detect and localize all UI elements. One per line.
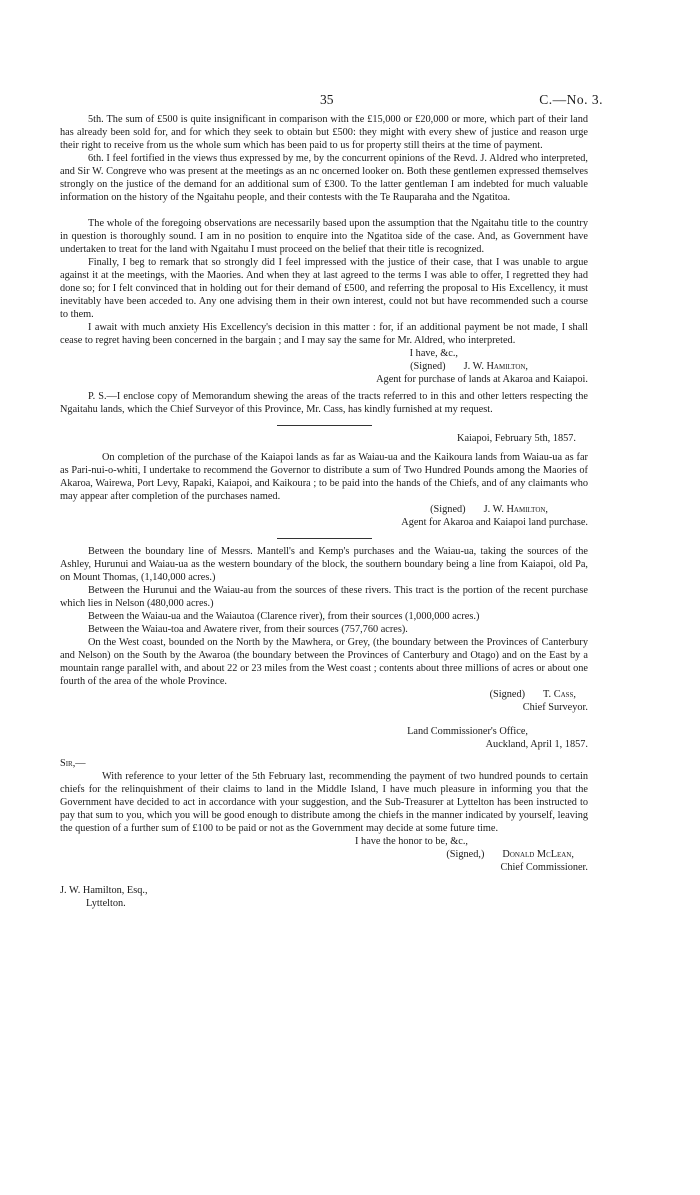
commissioner-name: Donald McLean,	[502, 849, 574, 860]
section-divider	[277, 425, 372, 426]
signature-line	[60, 360, 588, 373]
memo-body: On completion of the purchase of the Kaiapoi lands as far as Waiau-ua and the Kaikoura lands from Waiau-ua as far as Pari-nui-o-whiti, I undertake to recommend the Governor to distribute a sum of Two Hundred Pounds among the Maories of Akaroa, Wairewa, Port Levy, Rapaki, Kaiapoi, and Kaikoura ; to be paid into the hands of the Chiefs, and of any claimants who may appear after completion of the purchases named.	[60, 452, 588, 502]
paragraph-fifth-point: 5th. The sum of £500 is quite insignificant in comparison with the £15,000 or £20,000 or more, which part of their land has already been sold for, and for which they seek to obtain but £500: they might with every shew of justice and reason urge their right to receive from us the whole sum which has been paid to us for property still theirs at the time of payment.	[60, 114, 588, 151]
salutation: Sir,—	[60, 758, 86, 769]
area-paragraph-4: Between the Waiau-toa and Awatere river, from their sources (757,760 acres).	[88, 624, 408, 635]
memo-signer-title: Agent for Akaroa and Kaiapoi land purchase.	[401, 517, 588, 528]
paragraph-title-assumption: The whole of the foregoing observations are necessarily based upon the assumption that the Ngaitahu title to the country in question is thoroughly sound. I am in no position to enquire into the Ngatitoa side of the case. And, as Government have undertaken to treat for the land with Ngaitahu I must proceed on the belief that their title is recognized.	[60, 218, 588, 255]
page-number: 35	[320, 92, 334, 107]
section-divider-2	[277, 538, 372, 539]
surveyor-signature-line	[60, 688, 588, 701]
signer-title: Agent for purchase of lands at Akaroa and Kaiapoi.	[376, 374, 588, 385]
area-paragraph-2: Between the Hurunui and the Waiau-au from the sources of these rivers. This tract is the portion of the recent purchase which lies in Nelson (480,000 acres.)	[60, 585, 588, 609]
addressee: J. W. Hamilton, Esq.,	[60, 885, 148, 896]
letter-office: Land Commissioner's Office,	[407, 726, 528, 737]
closing-line: I have, &c.,	[409, 348, 458, 359]
memo-date: Kaiapoi, February 5th, 1857.	[457, 433, 576, 444]
memo-signature-line	[60, 503, 588, 516]
commissioner-signed-label: (Signed,)	[446, 849, 485, 860]
commissioner-signature-line	[60, 848, 588, 861]
paragraph-await-decision: I await with much anxiety His Excellency's decision in this matter : for, if an additional payment be not made, I shall cease to regret having been concerned in the bargain ; and I may say the same for Mr. Aldred, who interpreted.	[60, 322, 588, 346]
signed-label: (Signed)	[410, 361, 446, 372]
letter-closing: I have the honor to be, &c.,	[355, 836, 468, 847]
memo-signed-label: (Signed)	[430, 504, 466, 515]
paragraph-finally: Finally, I beg to remark that so strongly did I feel impressed with the justice of their case, that I was unable to argue against it at the meetings, with the Maories. And when they at last agreed to the terms I was able to offer, I regretted they had done so; for I felt convinced that in holding out for their demand of £500, and referring the proposal to His Excellency, it must inevitably have been acceded to. Any one advising them in their own interest, could not but have recommended such a course to them.	[60, 257, 588, 320]
area-paragraph-3: Between the Waiau-ua and the Waiautoa (Clarence river), from their sources (1,000,000 acres.)	[88, 611, 480, 622]
addressee-place: Lyttelton.	[86, 898, 126, 909]
paragraph-sixth-point: 6th. I feel fortified in the views thus expressed by me, by the concurrent opinions of the Revd. J. Aldred who interpreted, and Sir W. Congreve who was present at the meetings as an nc oncerned looker on. Both these gentlemen expressed themselves strongly on the justice of the demand for an additional sum of £300. To the latter gentleman I am indebted for much valuable information on the history of the Ngaitahu people, and their contests with the Te Rauparaha and the Ngatitoa.	[60, 153, 588, 203]
document-body	[60, 113, 588, 910]
document-reference: C.—No. 3.	[539, 92, 603, 107]
area-paragraph-5: On the West coast, bounded on the North by the Mawhera, or Grey, (the boundary between the Provinces of Canterbury and Nelson) on the South by the Awaroa (the boundary between the Provinces of Canterbury and Otago) and on the East by a mountain range parallel with, and about 22 or 23 miles from the West coast ; contents about three millions of acres or about one fourth of the area of the whole Province.	[60, 637, 588, 687]
page-header	[0, 92, 700, 108]
signer-name: J. W. Hamilton,	[463, 361, 528, 372]
surveyor-title: Chief Surveyor.	[522, 702, 588, 713]
letter-date: Auckland, April 1, 1857.	[485, 739, 588, 750]
surveyor-signed-label: (Signed)	[489, 689, 526, 700]
memo-signer-name: J. W. Hamilton,	[483, 504, 548, 515]
commissioner-title: Chief Commissioner.	[500, 862, 588, 873]
letter-body: With reference to your letter of the 5th February last, recommending the payment of two hundred pounds to certain chiefs for the relinquishment of their claims to land in the Middle Island, I have much pleasure in informing you that the Government have decided to act in accordance with your suggestion, and the Sub-Treasurer at Lyttelton has been instructed to pay that sum to you, which you will be good enough to distribute among the chiefs in the manner indicated by yourself, leaving the question of a further sum of £100 to be paid or not as the Government may decide at some future time.	[60, 771, 588, 834]
postscript: P. S.—I enclose copy of Memorandum shewing the areas of the tracts referred to in this and other letters respecting the Ngaitahu lands, which the Chief Surveyor of this Province, Mr. Cass, has kindly furnished at my request.	[60, 391, 588, 415]
area-paragraph-1: Between the boundary line of Messrs. Mantell's and Kemp's purchases and the Waiau-ua, taking the sources of the Ashley, Hurunui and Waiau-ua as the western boundary of the block, the southern boundary being a line from Kaiapoi, old Pa, on Mount Thomas, (1,140,000 acres.)	[60, 546, 588, 583]
surveyor-name: T. Cass,	[543, 689, 576, 700]
